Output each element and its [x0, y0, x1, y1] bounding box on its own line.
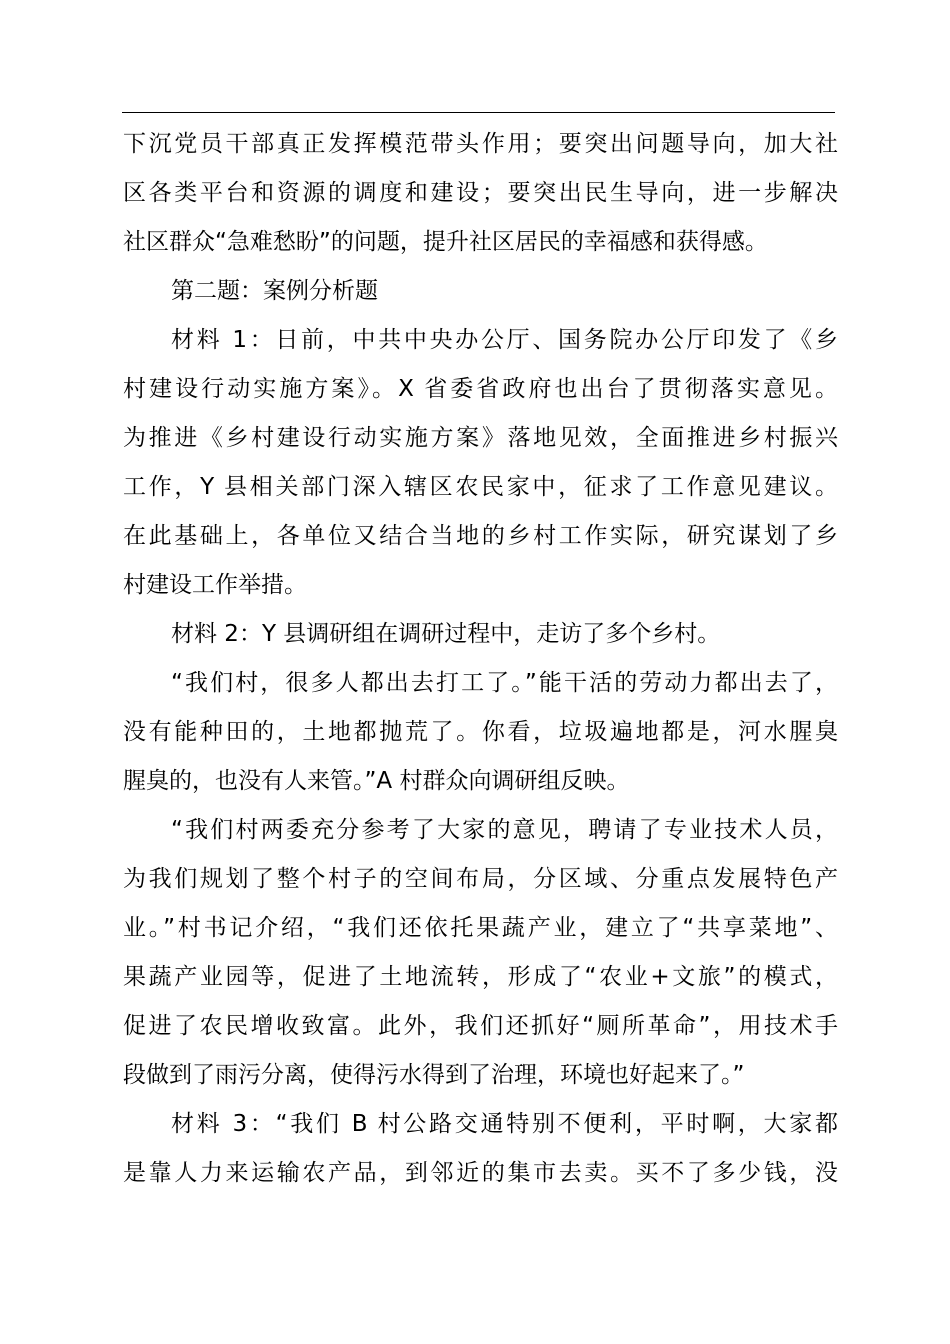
text-line: 村建设行动实施方案》。X 省委省政府也出台了贯彻落实意见。 [123, 376, 838, 402]
header-rule [122, 112, 835, 113]
text-line: 材料 3：“我们 B 村公路交通特别不便利，平时啊，大家都 [171, 1111, 838, 1137]
text-line: 第二题：案例分析题 [171, 278, 378, 304]
text-line: “我们村，很多人都出去打工了。”能干活的劳动力都出去了， [171, 670, 838, 696]
text-line: 材料 2：Y 县调研组在调研过程中，走访了多个乡村。 [171, 621, 721, 647]
text-line: 段做到了雨污分离，使得污水得到了治理，环境也好起来了。” [123, 1062, 745, 1088]
text-line: 是靠人力来运输农产品，到邻近的集市去卖。买不了多少钱，没 [123, 1160, 838, 1186]
text-line: 社区群众“急难愁盼”的问题，提升社区居民的幸福感和获得感。 [123, 229, 768, 255]
text-line: 促进了农民增收致富。此外，我们还抓好“厕所革命”，用技术手 [123, 1013, 838, 1039]
text-line: 腥臭的，也没有人来管。”A 村群众向调研组反映。 [123, 768, 630, 794]
text-line: 为我们规划了整个村子的空间布局，分区域、分重点发展特色产 [123, 866, 838, 892]
text-line: 没有能种田的，土地都抛荒了。你看，垃圾遍地都是，河水腥臭 [123, 719, 838, 745]
text-line: 为推进《乡村建设行动实施方案》落地见效，全面推进乡村振兴 [123, 425, 838, 451]
document-body [123, 120, 838, 1198]
text-line: 区各类平台和资源的调度和建设；要突出民生导向，进一步解决 [123, 180, 838, 206]
text-line: 下沉党员干部真正发挥模范带头作用；要突出问题导向，加大社 [123, 131, 838, 157]
text-line: 果蔬产业园等，促进了土地流转，形成了“农业+文旅”的模式， [123, 964, 838, 990]
text-line: 在此基础上，各单位又结合当地的乡村工作实际，研究谋划了乡 [123, 523, 838, 549]
text-line: 业。”村书记介绍，“我们还依托果蔬产业，建立了“共享菜地”、 [123, 915, 838, 941]
text-line: 工作，Y 县相关部门深入辖区农民家中，征求了工作意见建议。 [123, 474, 838, 500]
text-line: 村建设工作举措。 [123, 572, 307, 598]
text-line: 材料 1：日前，中共中央办公厅、国务院办公厅印发了《乡 [171, 327, 838, 353]
text-line: “我们村两委充分参考了大家的意见，聘请了专业技术人员， [171, 817, 838, 843]
